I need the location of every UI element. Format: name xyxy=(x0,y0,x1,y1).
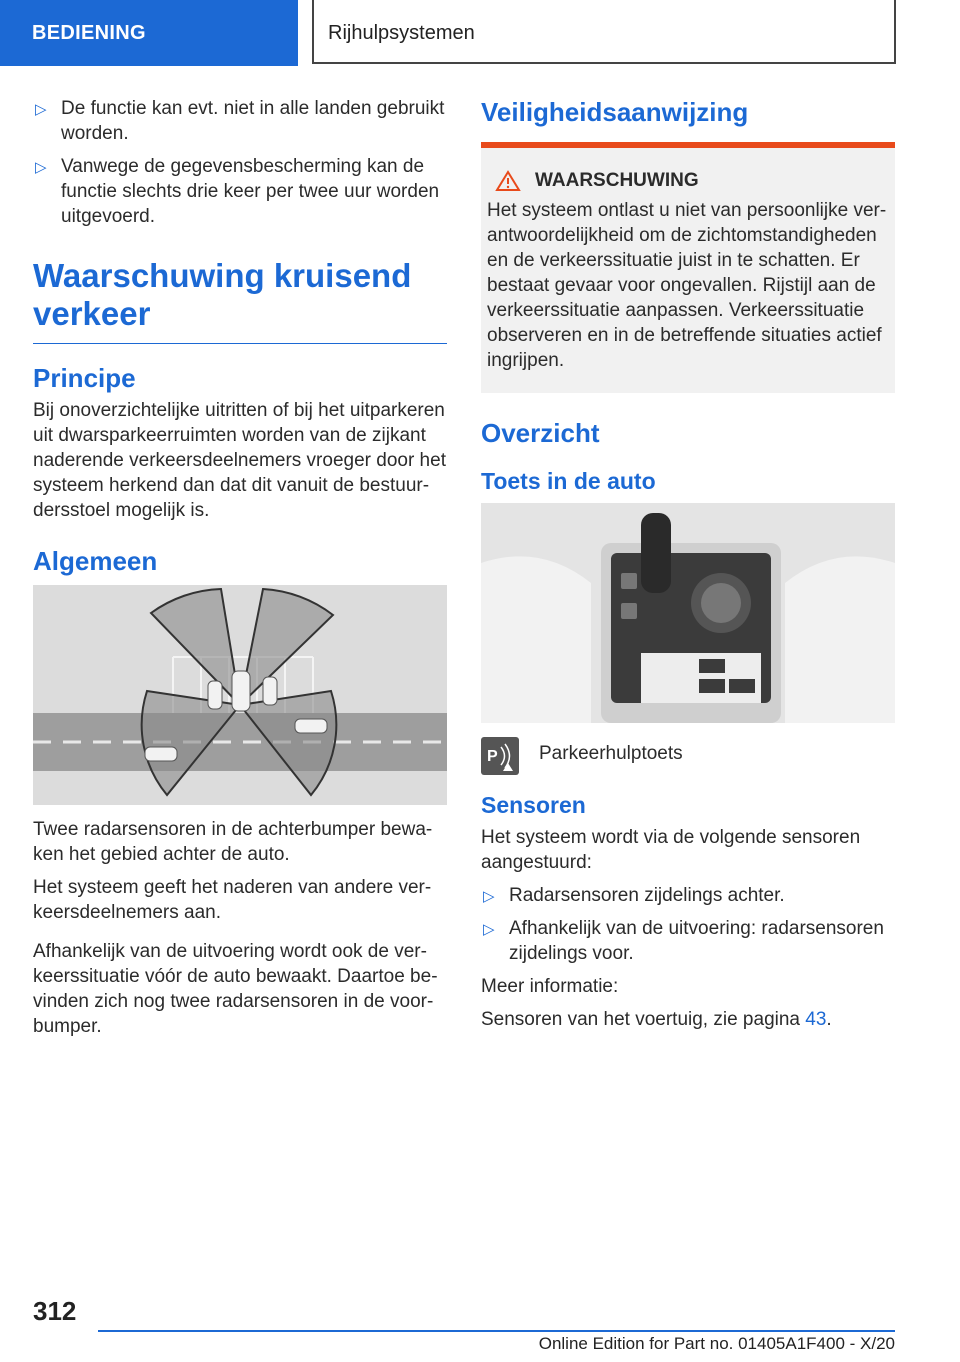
paragraph: Twee radarsensoren in de achterbumper bewaken het gebied achter de auto. xyxy=(33,819,433,865)
center-console-photo xyxy=(481,503,895,723)
warning-label: WAARSCHUWING xyxy=(535,170,699,191)
list-item: ▷ De functie kan evt. niet in alle landen gebruikt worden. xyxy=(35,98,445,144)
triangle-right-icon: ▷ xyxy=(35,101,47,118)
warning-header xyxy=(487,170,887,192)
sensor-bullet-list xyxy=(481,883,895,966)
warning-text: Het systeem ontlast u niet van persoonlijke verantwoordelijkheid om de zichtomstandigheden en de verkeerssituatie juist in te schatten. Er bestaat gevaar voor ongevallen. Rijstijl aan de verkeerssituatie aanpassen. Verkeerssituatie observeren en in de betreffende situaties actief ingrijpen. xyxy=(487,200,887,371)
button-caption-row xyxy=(481,737,895,775)
meer-info: Meer informatie: xyxy=(481,976,619,997)
reference-text: Sensoren van het voertuig, zie pagina 43. xyxy=(481,1009,832,1030)
list-item: ▷ Afhankelijk van de uitvoering: radarsensoren zijdelings voor. xyxy=(483,918,884,964)
triangle-right-icon: ▷ xyxy=(483,888,495,905)
page-number: 312 xyxy=(33,1296,77,1326)
section-title: Waarschuwing kruisend verkeer xyxy=(33,257,447,344)
park-assist-button-icon xyxy=(481,737,519,775)
cross-traffic-illustration xyxy=(33,585,447,805)
heading-algemeen: Algemeen xyxy=(33,546,158,576)
heading-sensoren: Sensoren xyxy=(481,792,586,818)
paragraph: Afhankelijk van de uitvoering wordt ook de verkeerssituatie vóór de auto bewaakt. Daartoe bevinden zich nog twee radarsensoren in de voorbumper. xyxy=(33,941,438,1037)
heading-overzicht: Overzicht xyxy=(481,418,600,448)
sensoren-text: Het systeem wordt via de volgende sensoren aangestuurd: xyxy=(481,827,861,873)
triangle-right-icon: ▷ xyxy=(483,921,495,938)
right-column xyxy=(481,96,895,1040)
bullet-list-top xyxy=(33,96,447,229)
paragraph: Het systeem geeft het naderen van andere verkeersdeelnemers aan. xyxy=(33,877,432,923)
page-link[interactable]: 43 xyxy=(805,1009,827,1030)
warning-box xyxy=(481,142,895,393)
footer-edition: Online Edition for Part no. 01405A1F400 - X/20 xyxy=(98,1330,895,1354)
principe-text: Bij onoverzichtelijke uitritten of bij het uitparkeren uit dwarsparkeerruimten worden van de zijkant naderende verkeersdeelnemers vroeger door het systeem herkend dan dat dit vanuit de bestuurdersstoel mogelijk is. xyxy=(33,400,446,521)
left-column xyxy=(33,96,447,1047)
safety-title: Veiligheidsaanwijzing xyxy=(481,97,749,127)
chapter-title: Rijhulpsystemen xyxy=(312,0,896,64)
section-tab: BEDIENING xyxy=(0,0,298,66)
heading-principe: Principe xyxy=(33,363,136,393)
page-header xyxy=(0,0,960,66)
triangle-right-icon: ▷ xyxy=(35,159,47,176)
svg-text:P: P xyxy=(487,748,498,765)
list-item: ▷ Radarsensoren zijdelings achter. xyxy=(481,883,895,908)
heading-toets: Toets in de auto xyxy=(481,468,656,494)
list-item: ▷ Vanwege de gegevensbescherming kan de functie slechts drie keer per twee uur worden uitgevoerd. xyxy=(35,156,440,227)
warning-triangle-icon xyxy=(495,170,521,192)
button-caption: Parkeerhulptoets xyxy=(539,743,683,764)
